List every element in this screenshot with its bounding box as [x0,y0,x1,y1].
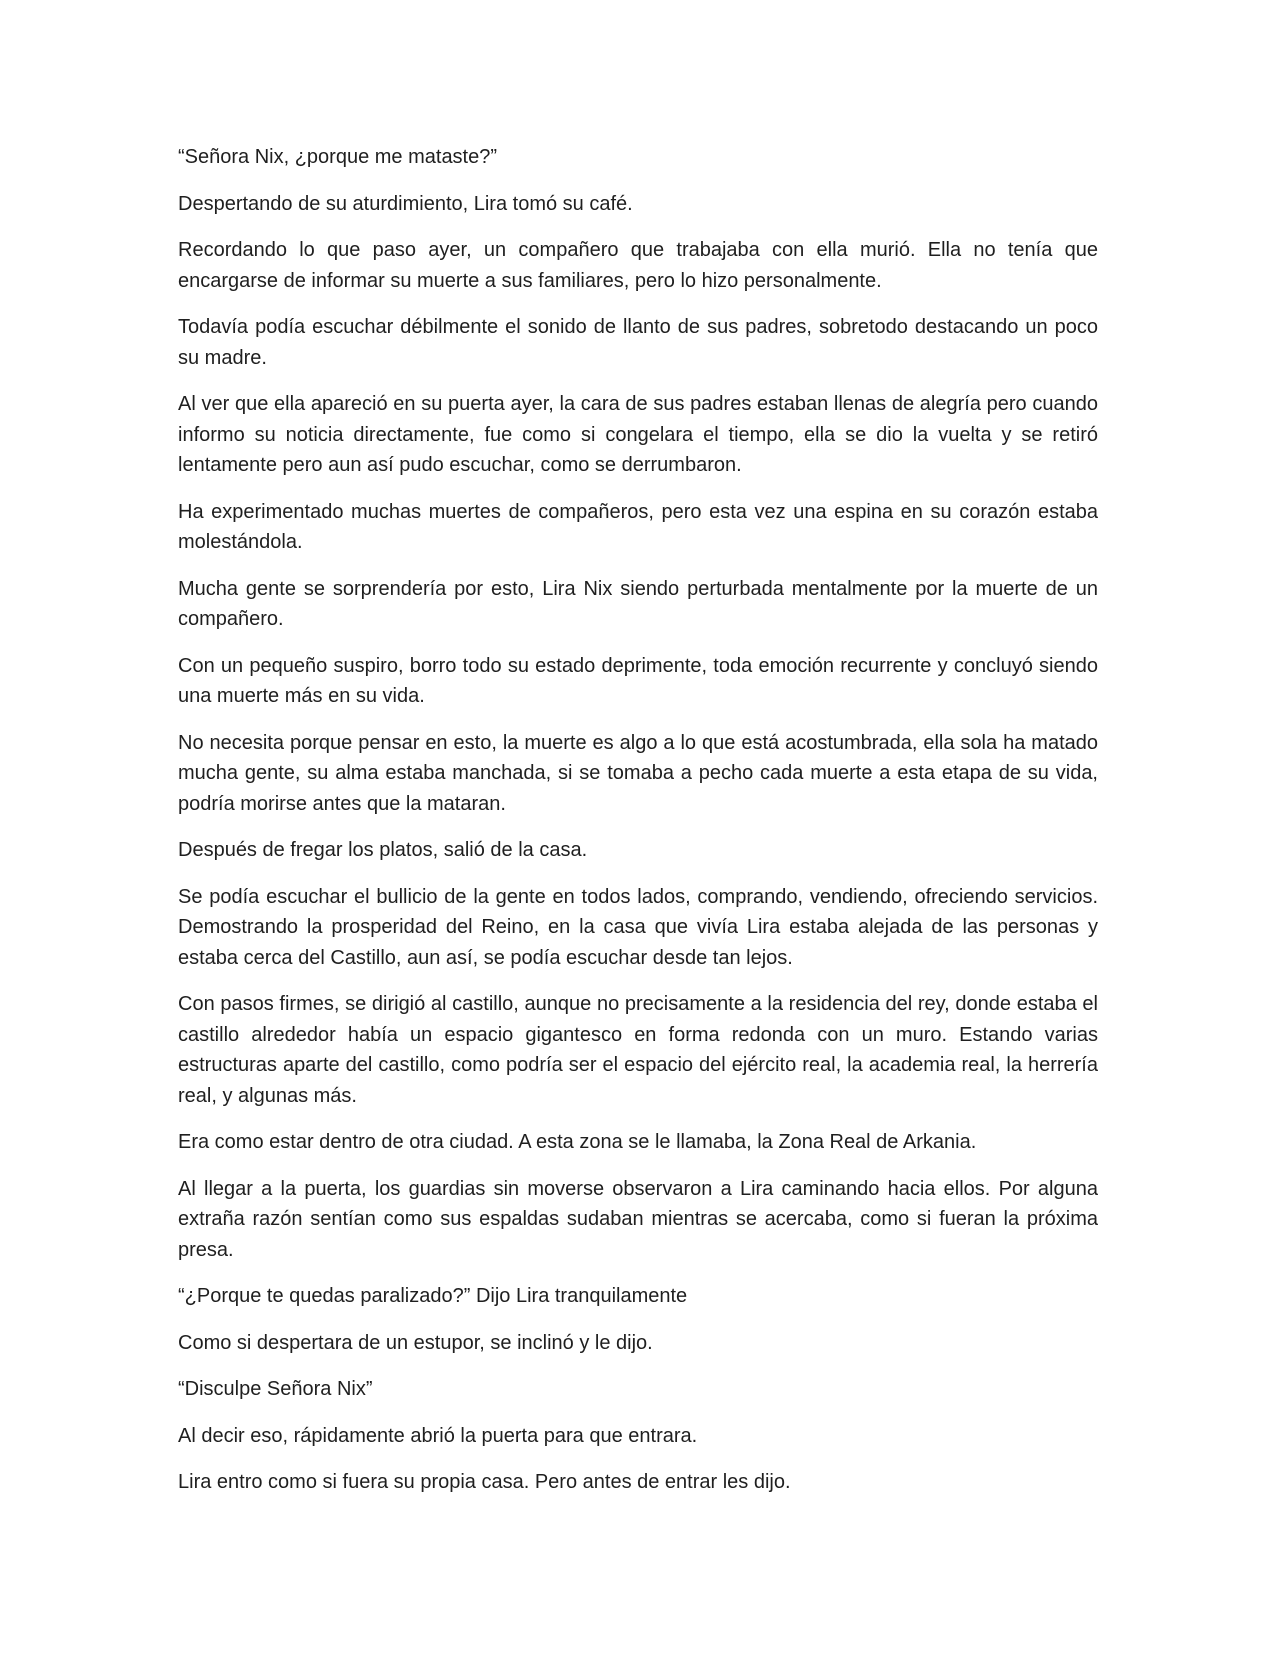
paragraph-15: “¿Porque te quedas paralizado?” Dijo Lira tranquilamente [178,1285,688,1307]
paragraph-18: Al decir eso, rápidamente abrió la puerta para que entrara. [178,1424,698,1447]
paragraph-12: Con pasos firmes, se dirigió al castillo, aunque no precisamente a la residencia del rey, donde estaba el castillo alrededor había un espacio gigantesco en forma redonda con un muro. Estando varias estructuras aparte del castillo, como podría ser el espacio del ejército real, la academia real, la herrería real, y algunas más. [178,993,1098,1107]
paragraph-3: Recordando lo que paso ayer, un compañero que trabajaba con ella murió. Ella no tenía que encargarse de informar su muerte a sus familiares, pero lo hizo personalmente. [178,239,1098,292]
paragraph-17: “Disculpe Señora Nix” [178,1378,373,1400]
paragraph-2: Despertando de su aturdimiento, Lira tomó su café. [178,192,633,215]
paragraph-4: Todavía podía escuchar débilmente el sonido de llanto de sus padres, sobretodo destacando un poco su madre. [178,316,1098,369]
paragraph-11: Se podía escuchar el bullicio de la gente en todos lados, comprando, vendiendo, ofreciendo servicios. Demostrando la prosperidad del Reino, en la casa que vivía Lira estaba alejada de las personas y estaba cerca del Castillo, aun así, se podía escuchar desde tan lejos. [178,885,1098,969]
paragraph-7: Mucha gente se sorprendería por esto, Lira Nix siendo perturbada mentalmente por la muerte de un compañero. [178,577,1098,630]
paragraph-16: Como si despertara de un estupor, se inclinó y le dijo. [178,1331,653,1354]
paragraph-10: Después de fregar los platos, salió de la casa. [178,839,588,861]
paragraph-14: Al llegar a la puerta, los guardias sin moverse observaron a Lira caminando hacia ellos. Por alguna extraña razón sentían como sus espaldas sudaban mientras se acercaba, como si fueran la próxima presa. [178,1177,1098,1261]
paragraph-9: No necesita porque pensar en esto, la muerte es algo a lo que está acostumbrada, ella sola ha matado mucha gente, su alma estaba manchada, si se tomaba a pecho cada muerte a esta etapa de su vida, podría morirse antes que la mataran. [178,731,1098,815]
paragraph-5: Al ver que ella apareció en su puerta ayer, la cara de sus padres estaban llenas de alegría pero cuando informo su noticia directamente, fue como si congelara el tiempo, ella se dio la vuelta y se retiró lentamente pero aun así pudo escuchar, como se derrumbaron. [178,393,1098,476]
document-page [178,142,1098,1514]
paragraph-8: Con un pequeño suspiro, borro todo su estado deprimente, toda emoción recurrente y concluyó siendo una muerte más en su vida. [178,654,1098,707]
paragraph-19: Lira entro como si fuera su propia casa. Pero antes de entrar les dijo. [178,1471,791,1493]
paragraph-13: Era como estar dentro de otra ciudad. A esta zona se le llamaba, la Zona Real de Arkania. [178,1131,977,1153]
paragraph-1: “Señora Nix, ¿porque me mataste?” [178,146,498,168]
paragraph-6: Ha experimentado muchas muertes de compañeros, pero esta vez una espina en su corazón estaba molestándola. [178,500,1098,553]
